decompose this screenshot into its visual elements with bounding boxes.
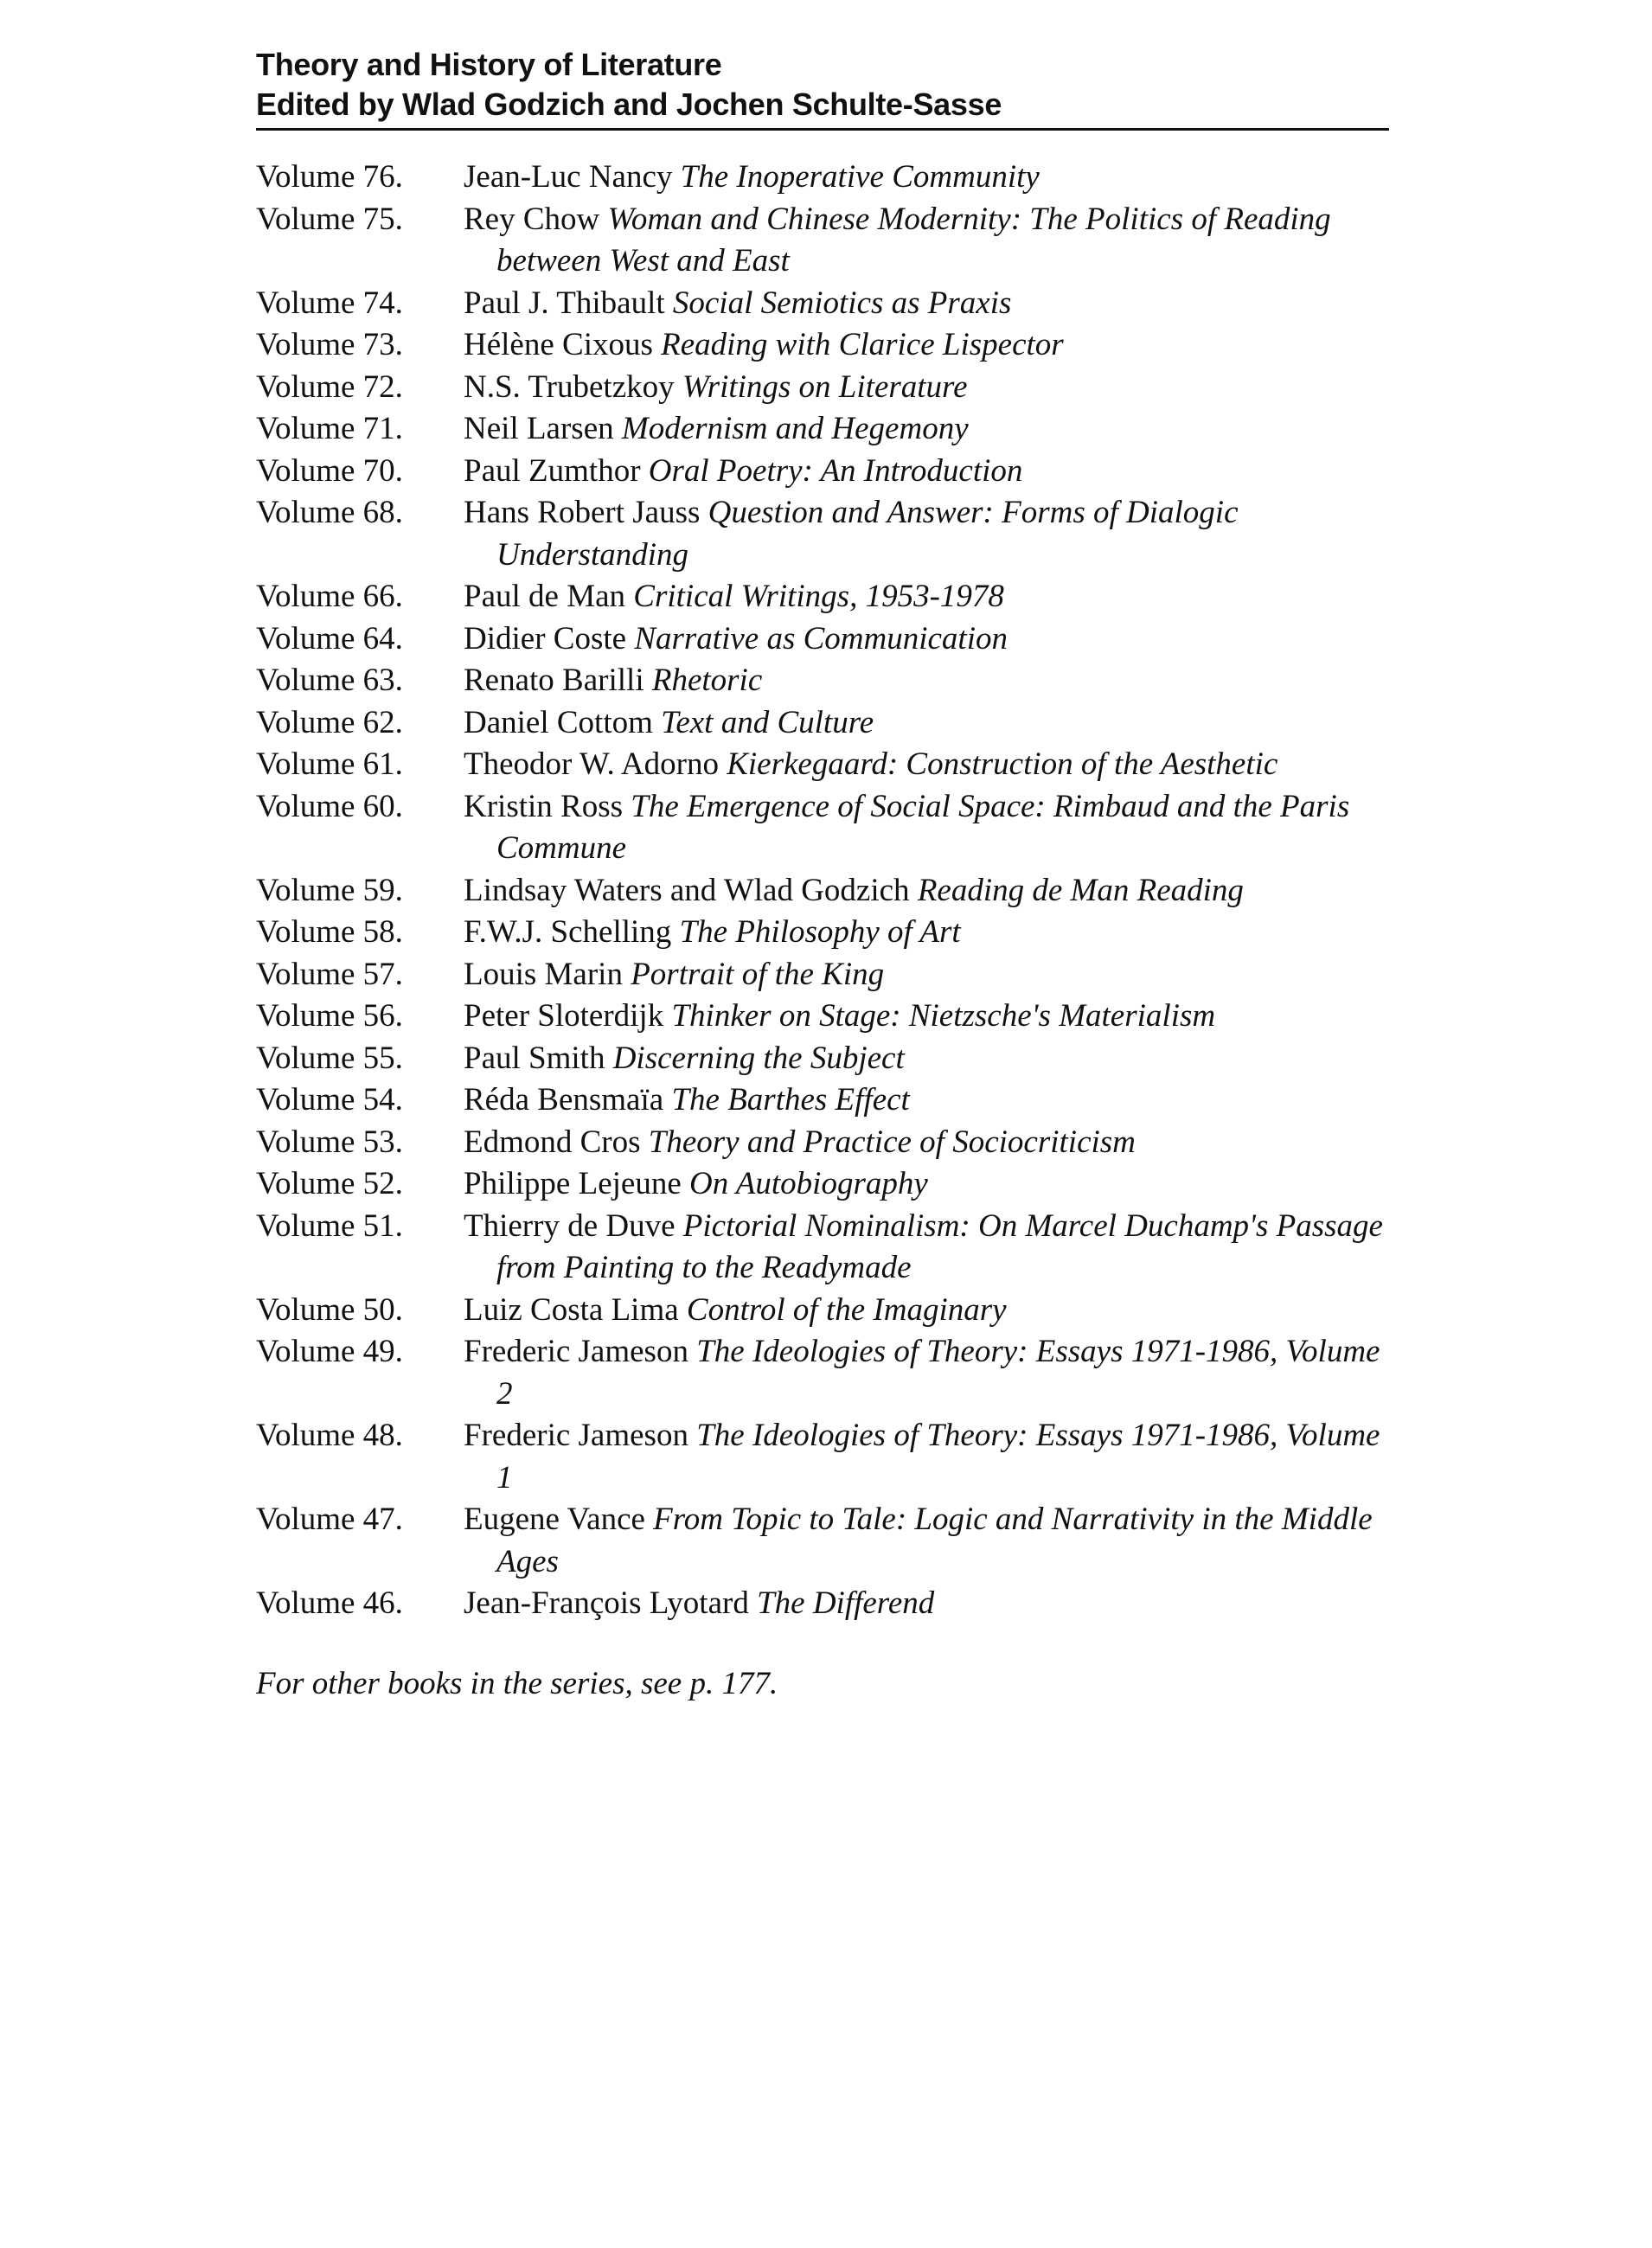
volume-number: Volume 58. xyxy=(256,914,403,950)
volume-number: Volume 54. xyxy=(256,1082,403,1118)
volume-number: Volume 74. xyxy=(256,285,403,321)
volume-number: Volume 64. xyxy=(256,620,403,656)
volume-description xyxy=(464,996,1385,1038)
volume-entry xyxy=(256,199,1385,283)
volume-number: Volume 53. xyxy=(256,1124,403,1160)
volume-title: Social Semiotics as Praxis xyxy=(672,285,1012,321)
volume-entry xyxy=(256,744,1385,786)
volume-entry xyxy=(256,1206,1385,1290)
volume-description xyxy=(464,324,1385,367)
volume-list xyxy=(256,157,1385,1625)
volume-number: Volume 70. xyxy=(256,452,403,489)
volume-author: Hans Robert Jauss xyxy=(464,495,701,530)
volume-title: Rhetoric xyxy=(651,663,763,698)
volume-author: Renato Barilli xyxy=(464,663,644,698)
volume-number: Volume 66. xyxy=(256,579,403,614)
volume-author: Philippe Lejeune xyxy=(464,1166,682,1201)
volume-entry xyxy=(256,702,1385,745)
volume-description xyxy=(464,1206,1385,1290)
volume-description xyxy=(464,367,1385,409)
series-editors: Edited by Wlad Godzich and Jochen Schulte-Sasse xyxy=(256,86,1002,122)
volume-description xyxy=(464,451,1385,493)
volume-title: The Philosophy of Art xyxy=(679,914,961,950)
volume-entry xyxy=(256,1583,1385,1625)
volume-author: Thierry de Duve xyxy=(464,1207,676,1244)
series-title: Theory and History of Literature xyxy=(256,47,722,82)
volume-entry xyxy=(256,367,1385,409)
book-series-page xyxy=(256,45,1385,1705)
volume-title: Thinker on Stage: Nietzsche's Materialism xyxy=(671,998,1216,1034)
volume-number: Volume 71. xyxy=(256,411,403,446)
volume-entry xyxy=(256,324,1385,367)
volume-entry xyxy=(256,492,1385,576)
volume-author: Frederic Jameson xyxy=(464,1418,688,1453)
volume-description xyxy=(464,1079,1385,1122)
volume-description xyxy=(464,283,1385,325)
volume-entry xyxy=(256,1079,1385,1122)
volume-description xyxy=(464,199,1385,283)
volume-description xyxy=(464,1122,1385,1164)
volume-author: Paul J. Thibault xyxy=(464,285,665,321)
volume-entry xyxy=(256,1331,1385,1415)
volume-entry xyxy=(256,660,1385,702)
volume-description xyxy=(464,744,1385,786)
volume-entry xyxy=(256,576,1385,618)
volume-number: Volume 48. xyxy=(256,1418,403,1453)
volume-title: Pictorial Nominalism: On Marcel Duchamp's Passage from Painting to the Readymade xyxy=(496,1207,1383,1285)
volume-entry xyxy=(256,870,1385,913)
volume-description xyxy=(464,660,1385,702)
volume-title: Theory and Practice of Sociocriticism xyxy=(648,1124,1136,1160)
volume-author: Paul de Man xyxy=(464,579,626,614)
volume-entry xyxy=(256,1290,1385,1332)
volume-entry xyxy=(256,408,1385,451)
header-rule xyxy=(256,128,1389,131)
volume-description xyxy=(464,408,1385,451)
volume-title: Control of the Imaginary xyxy=(686,1291,1007,1328)
volume-author: Rey Chow xyxy=(464,201,600,237)
volume-description xyxy=(464,870,1385,913)
volume-number: Volume 55. xyxy=(256,1040,403,1076)
volume-author: N.S. Trubetzkoy xyxy=(464,368,675,405)
volume-title: From Topic to Tale: Logic and Narrativity in the Middle Ages xyxy=(496,1502,1373,1579)
volume-title: Reading with Clarice Lispector xyxy=(661,327,1064,362)
volume-description xyxy=(464,954,1385,996)
volume-description xyxy=(464,492,1385,576)
volume-author: Lindsay Waters and Wlad Godzich xyxy=(464,872,910,908)
volume-entry xyxy=(256,157,1385,199)
volume-title: Portrait of the King xyxy=(631,956,885,992)
volume-author: Peter Sloterdijk xyxy=(464,998,664,1034)
volume-title: On Autobiography xyxy=(689,1166,928,1201)
volume-entry xyxy=(256,954,1385,996)
volume-title: The Barthes Effect xyxy=(671,1082,910,1118)
volume-author: Louis Marin xyxy=(464,956,623,992)
volume-number: Volume 50. xyxy=(256,1291,403,1328)
volume-title: The Ideologies of Theory: Essays 1971-1986, Volume 2 xyxy=(496,1334,1380,1412)
volume-number: Volume 76. xyxy=(256,159,403,195)
volume-title: The Inoperative Community xyxy=(680,159,1040,195)
volume-author: Hélène Cixous xyxy=(464,327,653,362)
volume-author: Edmond Cros xyxy=(464,1124,641,1160)
volume-entry xyxy=(256,786,1385,870)
volume-number: Volume 73. xyxy=(256,327,403,362)
volume-description xyxy=(464,702,1385,745)
volume-number: Volume 68. xyxy=(256,495,403,530)
volume-number: Volume 47. xyxy=(256,1502,403,1537)
volume-number: Volume 52. xyxy=(256,1166,403,1201)
volume-description xyxy=(464,912,1385,954)
volume-entry xyxy=(256,996,1385,1038)
volume-entry xyxy=(256,1122,1385,1164)
volume-author: Luiz Costa Lima xyxy=(464,1291,679,1328)
volume-number: Volume 57. xyxy=(256,956,403,992)
volume-title: Text and Culture xyxy=(661,704,874,740)
volume-title: The Differend xyxy=(757,1585,935,1621)
volume-description xyxy=(464,1163,1385,1206)
volume-number: Volume 49. xyxy=(256,1334,403,1369)
volume-number: Volume 61. xyxy=(256,746,403,782)
volume-author: Kristin Ross xyxy=(464,788,624,824)
volume-number: Volume 62. xyxy=(256,704,403,740)
volume-title: Critical Writings, 1953-1978 xyxy=(633,579,1004,614)
volume-number: Volume 72. xyxy=(256,368,403,405)
volume-title: Discerning the Subject xyxy=(612,1040,905,1076)
volume-description xyxy=(464,157,1385,199)
volume-author: Eugene Vance xyxy=(464,1502,645,1537)
volume-description xyxy=(464,1290,1385,1332)
volume-entry xyxy=(256,1038,1385,1080)
volume-author: Jean-Luc Nancy xyxy=(464,159,673,195)
volume-number: Volume 56. xyxy=(256,998,403,1034)
volume-title: Narrative as Communication xyxy=(634,620,1008,656)
volume-title: Oral Poetry: An Introduction xyxy=(648,452,1023,489)
volume-description xyxy=(464,576,1385,618)
volume-title: Writings on Literature xyxy=(682,368,968,405)
volume-title: Modernism and Hegemony xyxy=(621,411,969,446)
series-header xyxy=(256,45,1385,125)
volume-number: Volume 63. xyxy=(256,663,403,698)
volume-description xyxy=(464,1583,1385,1625)
volume-description xyxy=(464,1331,1385,1415)
volume-entry xyxy=(256,283,1385,325)
volume-number: Volume 75. xyxy=(256,201,403,237)
series-footer-note: For other books in the series, see p. 177. xyxy=(256,1665,778,1701)
volume-description xyxy=(464,1415,1385,1499)
volume-title: Reading de Man Reading xyxy=(917,872,1244,908)
volume-entry xyxy=(256,912,1385,954)
volume-author: Paul Zumthor xyxy=(464,452,641,489)
volume-author: Didier Coste xyxy=(464,620,627,656)
volume-title: Kierkegaard: Construction of the Aesthetic xyxy=(727,746,1278,782)
volume-title: The Ideologies of Theory: Essays 1971-1986, Volume 1 xyxy=(496,1418,1380,1495)
volume-number: Volume 60. xyxy=(256,788,403,824)
volume-author: Theodor W. Adorno xyxy=(464,746,719,782)
volume-number: Volume 59. xyxy=(256,872,403,908)
volume-number: Volume 46. xyxy=(256,1585,403,1621)
volume-title: Question and Answer: Forms of Dialogic Understanding xyxy=(496,495,1239,573)
volume-description xyxy=(464,1499,1385,1583)
volume-entry xyxy=(256,1499,1385,1583)
volume-title: Woman and Chinese Modernity: The Politics of Reading between West and East xyxy=(496,201,1331,279)
volume-author: Réda Bensmaïa xyxy=(464,1082,664,1118)
volume-title: The Emergence of Social Space: Rimbaud and the Paris Commune xyxy=(496,788,1350,866)
volume-author: Paul Smith xyxy=(464,1040,605,1076)
volume-author: F.W.J. Schelling xyxy=(464,914,672,950)
volume-description xyxy=(464,1038,1385,1080)
volume-entry xyxy=(256,451,1385,493)
volume-author: Daniel Cottom xyxy=(464,704,653,740)
volume-entry xyxy=(256,1415,1385,1499)
volume-author: Jean-François Lyotard xyxy=(464,1585,749,1621)
volume-entry xyxy=(256,618,1385,661)
volume-description xyxy=(464,786,1385,870)
volume-entry xyxy=(256,1163,1385,1206)
volume-number: Volume 51. xyxy=(256,1207,403,1244)
volume-author: Frederic Jameson xyxy=(464,1334,688,1369)
volume-description xyxy=(464,618,1385,661)
volume-author: Neil Larsen xyxy=(464,411,614,446)
